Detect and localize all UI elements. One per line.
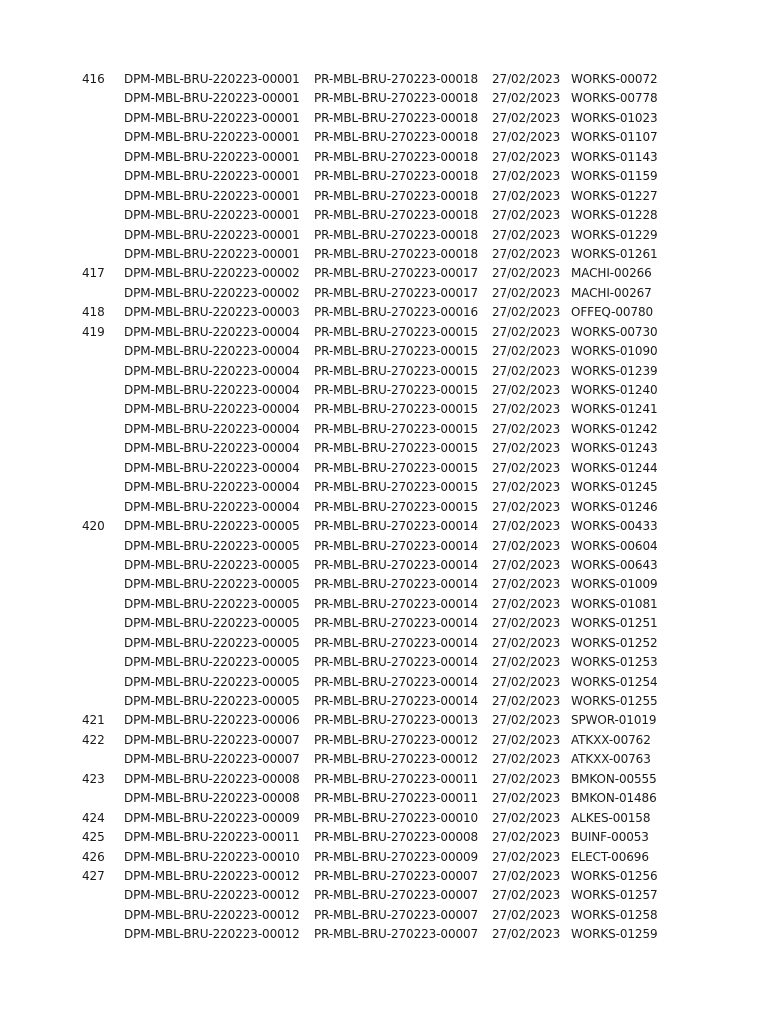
- table-row: [0, 634, 768, 653]
- item-code: WORKS-01090: [571, 344, 658, 359]
- pr-number: PR-MBL-BRU-270223-00014: [314, 694, 479, 708]
- date-cell: 27/02/2023: [492, 149, 561, 164]
- date-cell: 27/02/2023: [492, 344, 561, 359]
- date-cell: 27/02/2023: [492, 713, 561, 728]
- table-row: [0, 673, 768, 692]
- date-cell: 27/02/2023: [492, 441, 561, 456]
- pr-number: PR-MBL-BRU-270223-00018: [314, 169, 479, 184]
- pr-number: PR-MBL-BRU-270223-00018: [314, 188, 479, 203]
- pr-number: PR-MBL-BRU-270223-00017: [314, 285, 479, 300]
- item-code: WORKS-01258: [571, 907, 658, 922]
- dpm-number: DPM-MBL-BRU-220223-00008: [124, 771, 300, 786]
- pr-number: PR-MBL-BRU-270223-00013: [314, 713, 479, 728]
- date-cell: 27/02/2023: [492, 732, 561, 747]
- dpm-number: DPM-MBL-BRU-220223-00003: [124, 305, 300, 320]
- pr-number: PR-MBL-BRU-270223-00015: [314, 480, 479, 495]
- pr-number: PR-MBL-BRU-270223-00007: [314, 868, 479, 883]
- date-cell: 27/02/2023: [492, 810, 561, 825]
- date-cell: 27/02/2023: [492, 72, 561, 86]
- table-row: [0, 711, 768, 730]
- pr-number: PR-MBL-BRU-270223-00018: [314, 208, 479, 223]
- date-cell: 27/02/2023: [492, 694, 561, 708]
- dpm-number: DPM-MBL-BRU-220223-00001: [124, 72, 300, 86]
- dpm-number: DPM-MBL-BRU-220223-00005: [124, 557, 300, 572]
- dpm-number: DPM-MBL-BRU-220223-00004: [124, 383, 300, 397]
- date-cell: 27/02/2023: [492, 888, 561, 903]
- table-row: [0, 867, 768, 886]
- item-code: SPWOR-01019: [571, 713, 657, 728]
- dpm-number: DPM-MBL-BRU-220223-00009: [124, 810, 300, 825]
- table-row: [0, 828, 768, 847]
- table-row: [0, 167, 768, 186]
- pr-number: PR-MBL-BRU-270223-00018: [314, 110, 479, 125]
- table-row: [0, 906, 768, 925]
- pr-number: PR-MBL-BRU-270223-00015: [314, 363, 479, 378]
- item-code: WORKS-01241: [571, 402, 658, 417]
- dpm-number: DPM-MBL-BRU-220223-00001: [124, 169, 300, 184]
- item-code: WORKS-01159: [571, 169, 658, 184]
- document-table: [0, 70, 768, 945]
- table-row: [0, 303, 768, 322]
- dpm-number: DPM-MBL-BRU-220223-00004: [124, 460, 300, 475]
- table-row: [0, 381, 768, 400]
- dpm-number: DPM-MBL-BRU-220223-00004: [124, 344, 300, 359]
- item-code: ATKXX-00763: [571, 752, 651, 767]
- table-row: [0, 537, 768, 556]
- dpm-number: DPM-MBL-BRU-220223-00010: [124, 849, 300, 864]
- pr-number: PR-MBL-BRU-270223-00015: [314, 421, 479, 436]
- item-code: WORKS-00072: [571, 72, 658, 86]
- table-row: [0, 342, 768, 361]
- pr-number: PR-MBL-BRU-270223-00015: [314, 324, 479, 339]
- date-cell: 27/02/2023: [492, 188, 561, 203]
- date-cell: 27/02/2023: [492, 91, 561, 106]
- item-code: WORKS-01256: [571, 868, 658, 883]
- table-row: [0, 459, 768, 478]
- date-cell: 27/02/2023: [492, 596, 561, 611]
- item-code: WORKS-01228: [571, 208, 658, 223]
- pr-number: PR-MBL-BRU-270223-00014: [314, 557, 479, 572]
- row-number: 422: [82, 732, 105, 747]
- date-cell: 27/02/2023: [492, 577, 561, 592]
- table-row: [0, 439, 768, 458]
- date-cell: 27/02/2023: [492, 771, 561, 786]
- row-number: 418: [82, 305, 105, 320]
- pr-number: PR-MBL-BRU-270223-00014: [314, 538, 479, 553]
- pr-number: PR-MBL-BRU-270223-00015: [314, 441, 479, 456]
- table-row: [0, 498, 768, 517]
- table-row: [0, 478, 768, 497]
- table-row: [0, 809, 768, 828]
- table-row: [0, 770, 768, 789]
- dpm-number: DPM-MBL-BRU-220223-00005: [124, 635, 300, 650]
- pr-number: PR-MBL-BRU-270223-00014: [314, 674, 479, 689]
- dpm-number: DPM-MBL-BRU-220223-00012: [124, 907, 300, 922]
- date-cell: 27/02/2023: [492, 674, 561, 689]
- date-cell: 27/02/2023: [492, 383, 561, 397]
- item-code: WORKS-01242: [571, 421, 658, 436]
- table-row: [0, 226, 768, 245]
- dpm-number: DPM-MBL-BRU-220223-00001: [124, 110, 300, 125]
- item-code: WORKS-00730: [571, 324, 658, 339]
- table-row: [0, 517, 768, 536]
- pr-number: PR-MBL-BRU-270223-00015: [314, 499, 479, 514]
- dpm-number: DPM-MBL-BRU-220223-00005: [124, 519, 300, 534]
- table-row: [0, 264, 768, 283]
- item-code: WORKS-01246: [571, 499, 658, 514]
- pr-number: PR-MBL-BRU-270223-00014: [314, 577, 479, 592]
- item-code: WORKS-01239: [571, 363, 658, 378]
- row-number: 417: [82, 266, 105, 281]
- item-code: WORKS-01254: [571, 674, 658, 689]
- pr-number: PR-MBL-BRU-270223-00014: [314, 596, 479, 611]
- table-row: [0, 206, 768, 225]
- dpm-number: DPM-MBL-BRU-220223-00004: [124, 499, 300, 514]
- dpm-number: DPM-MBL-BRU-220223-00005: [124, 694, 300, 708]
- dpm-number: DPM-MBL-BRU-220223-00004: [124, 480, 300, 495]
- pr-number: PR-MBL-BRU-270223-00018: [314, 91, 479, 106]
- dpm-number: DPM-MBL-BRU-220223-00005: [124, 577, 300, 592]
- table-row: [0, 128, 768, 147]
- dpm-number: DPM-MBL-BRU-220223-00011: [124, 830, 300, 845]
- item-code: ALKES-00158: [571, 810, 651, 825]
- dpm-number: DPM-MBL-BRU-220223-00004: [124, 421, 300, 436]
- date-cell: 27/02/2023: [492, 402, 561, 417]
- table-row: [0, 420, 768, 439]
- table-row: [0, 400, 768, 419]
- item-code: WORKS-00604: [571, 538, 658, 553]
- dpm-number: DPM-MBL-BRU-220223-00005: [124, 616, 300, 631]
- pr-number: PR-MBL-BRU-270223-00012: [314, 752, 479, 767]
- item-code: ATKXX-00762: [571, 732, 651, 747]
- date-cell: 27/02/2023: [492, 363, 561, 378]
- pr-number: PR-MBL-BRU-270223-00018: [314, 130, 479, 145]
- item-code: WORKS-01255: [571, 694, 658, 708]
- item-code: WORKS-01143: [571, 149, 658, 164]
- pr-number: PR-MBL-BRU-270223-00015: [314, 460, 479, 475]
- date-cell: 27/02/2023: [492, 635, 561, 650]
- pr-number: PR-MBL-BRU-270223-00015: [314, 383, 479, 397]
- dpm-number: DPM-MBL-BRU-220223-00005: [124, 538, 300, 553]
- table-row: [0, 925, 768, 944]
- item-code: WORKS-01244: [571, 460, 658, 475]
- pr-number: PR-MBL-BRU-270223-00007: [314, 888, 479, 903]
- item-code: WORKS-00778: [571, 91, 658, 106]
- dpm-number: DPM-MBL-BRU-220223-00001: [124, 227, 300, 242]
- table-row: [0, 148, 768, 167]
- row-number: 419: [82, 324, 105, 339]
- pr-number: PR-MBL-BRU-270223-00011: [314, 791, 479, 806]
- pr-number: PR-MBL-BRU-270223-00015: [314, 344, 479, 359]
- date-cell: 27/02/2023: [492, 208, 561, 223]
- dpm-number: DPM-MBL-BRU-220223-00001: [124, 91, 300, 106]
- dpm-number: DPM-MBL-BRU-220223-00001: [124, 130, 300, 145]
- table-row: [0, 789, 768, 808]
- item-code: BMKON-01486: [571, 791, 657, 806]
- item-code: WORKS-01243: [571, 441, 658, 456]
- table-row: [0, 187, 768, 206]
- table-row: [0, 886, 768, 905]
- dpm-number: DPM-MBL-BRU-220223-00006: [124, 713, 300, 728]
- date-cell: 27/02/2023: [492, 305, 561, 320]
- item-code: BMKON-00555: [571, 771, 657, 786]
- item-code: WORKS-01261: [571, 246, 658, 261]
- item-code: WORKS-00643: [571, 557, 658, 572]
- table-row: [0, 575, 768, 594]
- table-row: [0, 323, 768, 342]
- pr-number: PR-MBL-BRU-270223-00017: [314, 266, 479, 281]
- pr-number: PR-MBL-BRU-270223-00014: [314, 655, 479, 670]
- row-number: 427: [82, 868, 105, 883]
- table-row: [0, 70, 768, 89]
- dpm-number: DPM-MBL-BRU-220223-00007: [124, 732, 300, 747]
- pr-number: PR-MBL-BRU-270223-00007: [314, 907, 479, 922]
- dpm-number: DPM-MBL-BRU-220223-00001: [124, 208, 300, 223]
- date-cell: 27/02/2023: [492, 460, 561, 475]
- dpm-number: DPM-MBL-BRU-220223-00012: [124, 868, 300, 883]
- date-cell: 27/02/2023: [492, 849, 561, 864]
- pr-number: PR-MBL-BRU-270223-00018: [314, 227, 479, 242]
- table-row: [0, 245, 768, 264]
- date-cell: 27/02/2023: [492, 868, 561, 883]
- date-cell: 27/02/2023: [492, 480, 561, 495]
- item-code: WORKS-01107: [571, 130, 658, 145]
- pr-number: PR-MBL-BRU-270223-00009: [314, 849, 479, 864]
- dpm-number: DPM-MBL-BRU-220223-00008: [124, 791, 300, 806]
- dpm-number: DPM-MBL-BRU-220223-00001: [124, 188, 300, 203]
- date-cell: 27/02/2023: [492, 557, 561, 572]
- pr-number: PR-MBL-BRU-270223-00014: [314, 635, 479, 650]
- date-cell: 27/02/2023: [492, 927, 561, 942]
- date-cell: 27/02/2023: [492, 538, 561, 553]
- dpm-number: DPM-MBL-BRU-220223-00004: [124, 363, 300, 378]
- row-number: 424: [82, 810, 105, 825]
- row-number: 426: [82, 849, 105, 864]
- item-code: WORKS-01251: [571, 616, 658, 631]
- date-cell: 27/02/2023: [492, 324, 561, 339]
- date-cell: 27/02/2023: [492, 616, 561, 631]
- item-code: WORKS-01023: [571, 110, 658, 125]
- dpm-number: DPM-MBL-BRU-220223-00007: [124, 752, 300, 767]
- item-code: WORKS-01009: [571, 577, 658, 592]
- pr-number: PR-MBL-BRU-270223-00007: [314, 927, 479, 942]
- pr-number: PR-MBL-BRU-270223-00018: [314, 72, 479, 86]
- item-code: WORKS-01259: [571, 927, 658, 942]
- dpm-number: DPM-MBL-BRU-220223-00005: [124, 655, 300, 670]
- item-code: OFFEQ-00780: [571, 305, 654, 320]
- item-code: WORKS-01245: [571, 480, 658, 495]
- item-code: WORKS-01227: [571, 188, 658, 203]
- pr-number: PR-MBL-BRU-270223-00014: [314, 519, 479, 534]
- table-row: [0, 614, 768, 633]
- date-cell: 27/02/2023: [492, 169, 561, 184]
- date-cell: 27/02/2023: [492, 907, 561, 922]
- table-row: [0, 750, 768, 769]
- item-code: WORKS-01257: [571, 888, 658, 903]
- pr-number: PR-MBL-BRU-270223-00012: [314, 732, 479, 747]
- item-code: MACHI-00267: [571, 285, 652, 300]
- item-code: WORKS-01253: [571, 655, 658, 670]
- row-number: 421: [82, 713, 105, 728]
- table-row: [0, 284, 768, 303]
- item-code: WORKS-01252: [571, 635, 658, 650]
- dpm-number: DPM-MBL-BRU-220223-00004: [124, 324, 300, 339]
- item-code: WORKS-01240: [571, 383, 658, 397]
- row-number: 420: [82, 519, 105, 534]
- pr-number: PR-MBL-BRU-270223-00018: [314, 246, 479, 261]
- pr-number: PR-MBL-BRU-270223-00008: [314, 830, 479, 845]
- table-row: [0, 848, 768, 867]
- item-code: WORKS-01081: [571, 596, 658, 611]
- date-cell: 27/02/2023: [492, 499, 561, 514]
- pr-number: PR-MBL-BRU-270223-00011: [314, 771, 479, 786]
- date-cell: 27/02/2023: [492, 130, 561, 145]
- date-cell: 27/02/2023: [492, 266, 561, 281]
- table-row: [0, 731, 768, 750]
- pr-number: PR-MBL-BRU-270223-00018: [314, 149, 479, 164]
- date-cell: 27/02/2023: [492, 110, 561, 125]
- dpm-number: DPM-MBL-BRU-220223-00004: [124, 402, 300, 417]
- table-row: [0, 595, 768, 614]
- table-row: [0, 556, 768, 575]
- table-row: [0, 653, 768, 672]
- row-number: 423: [82, 771, 105, 786]
- date-cell: 27/02/2023: [492, 246, 561, 261]
- date-cell: 27/02/2023: [492, 421, 561, 436]
- dpm-number: DPM-MBL-BRU-220223-00012: [124, 927, 300, 942]
- dpm-number: DPM-MBL-BRU-220223-00001: [124, 149, 300, 164]
- item-code: MACHI-00266: [571, 266, 652, 281]
- item-code: BUINF-00053: [571, 830, 649, 845]
- date-cell: 27/02/2023: [492, 519, 561, 534]
- date-cell: 27/02/2023: [492, 830, 561, 845]
- dpm-number: DPM-MBL-BRU-220223-00012: [124, 888, 300, 903]
- table-row: [0, 692, 768, 711]
- pr-number: PR-MBL-BRU-270223-00016: [314, 305, 479, 320]
- dpm-number: DPM-MBL-BRU-220223-00001: [124, 246, 300, 261]
- row-number: 425: [82, 830, 105, 845]
- item-code: WORKS-01229: [571, 227, 658, 242]
- date-cell: 27/02/2023: [492, 227, 561, 242]
- pr-number: PR-MBL-BRU-270223-00010: [314, 810, 479, 825]
- row-number: 416: [82, 72, 105, 86]
- dpm-number: DPM-MBL-BRU-220223-00002: [124, 266, 300, 281]
- dpm-number: DPM-MBL-BRU-220223-00005: [124, 674, 300, 689]
- table-row: [0, 109, 768, 128]
- pr-number: PR-MBL-BRU-270223-00014: [314, 616, 479, 631]
- dpm-number: DPM-MBL-BRU-220223-00005: [124, 596, 300, 611]
- dpm-number: DPM-MBL-BRU-220223-00004: [124, 441, 300, 456]
- date-cell: 27/02/2023: [492, 655, 561, 670]
- table-row: [0, 89, 768, 108]
- item-code: ELECT-00696: [571, 849, 649, 864]
- date-cell: 27/02/2023: [492, 752, 561, 767]
- date-cell: 27/02/2023: [492, 285, 561, 300]
- pr-number: PR-MBL-BRU-270223-00015: [314, 402, 479, 417]
- table-row: [0, 362, 768, 381]
- date-cell: 27/02/2023: [492, 791, 561, 806]
- dpm-number: DPM-MBL-BRU-220223-00002: [124, 285, 300, 300]
- item-code: WORKS-00433: [571, 519, 658, 534]
